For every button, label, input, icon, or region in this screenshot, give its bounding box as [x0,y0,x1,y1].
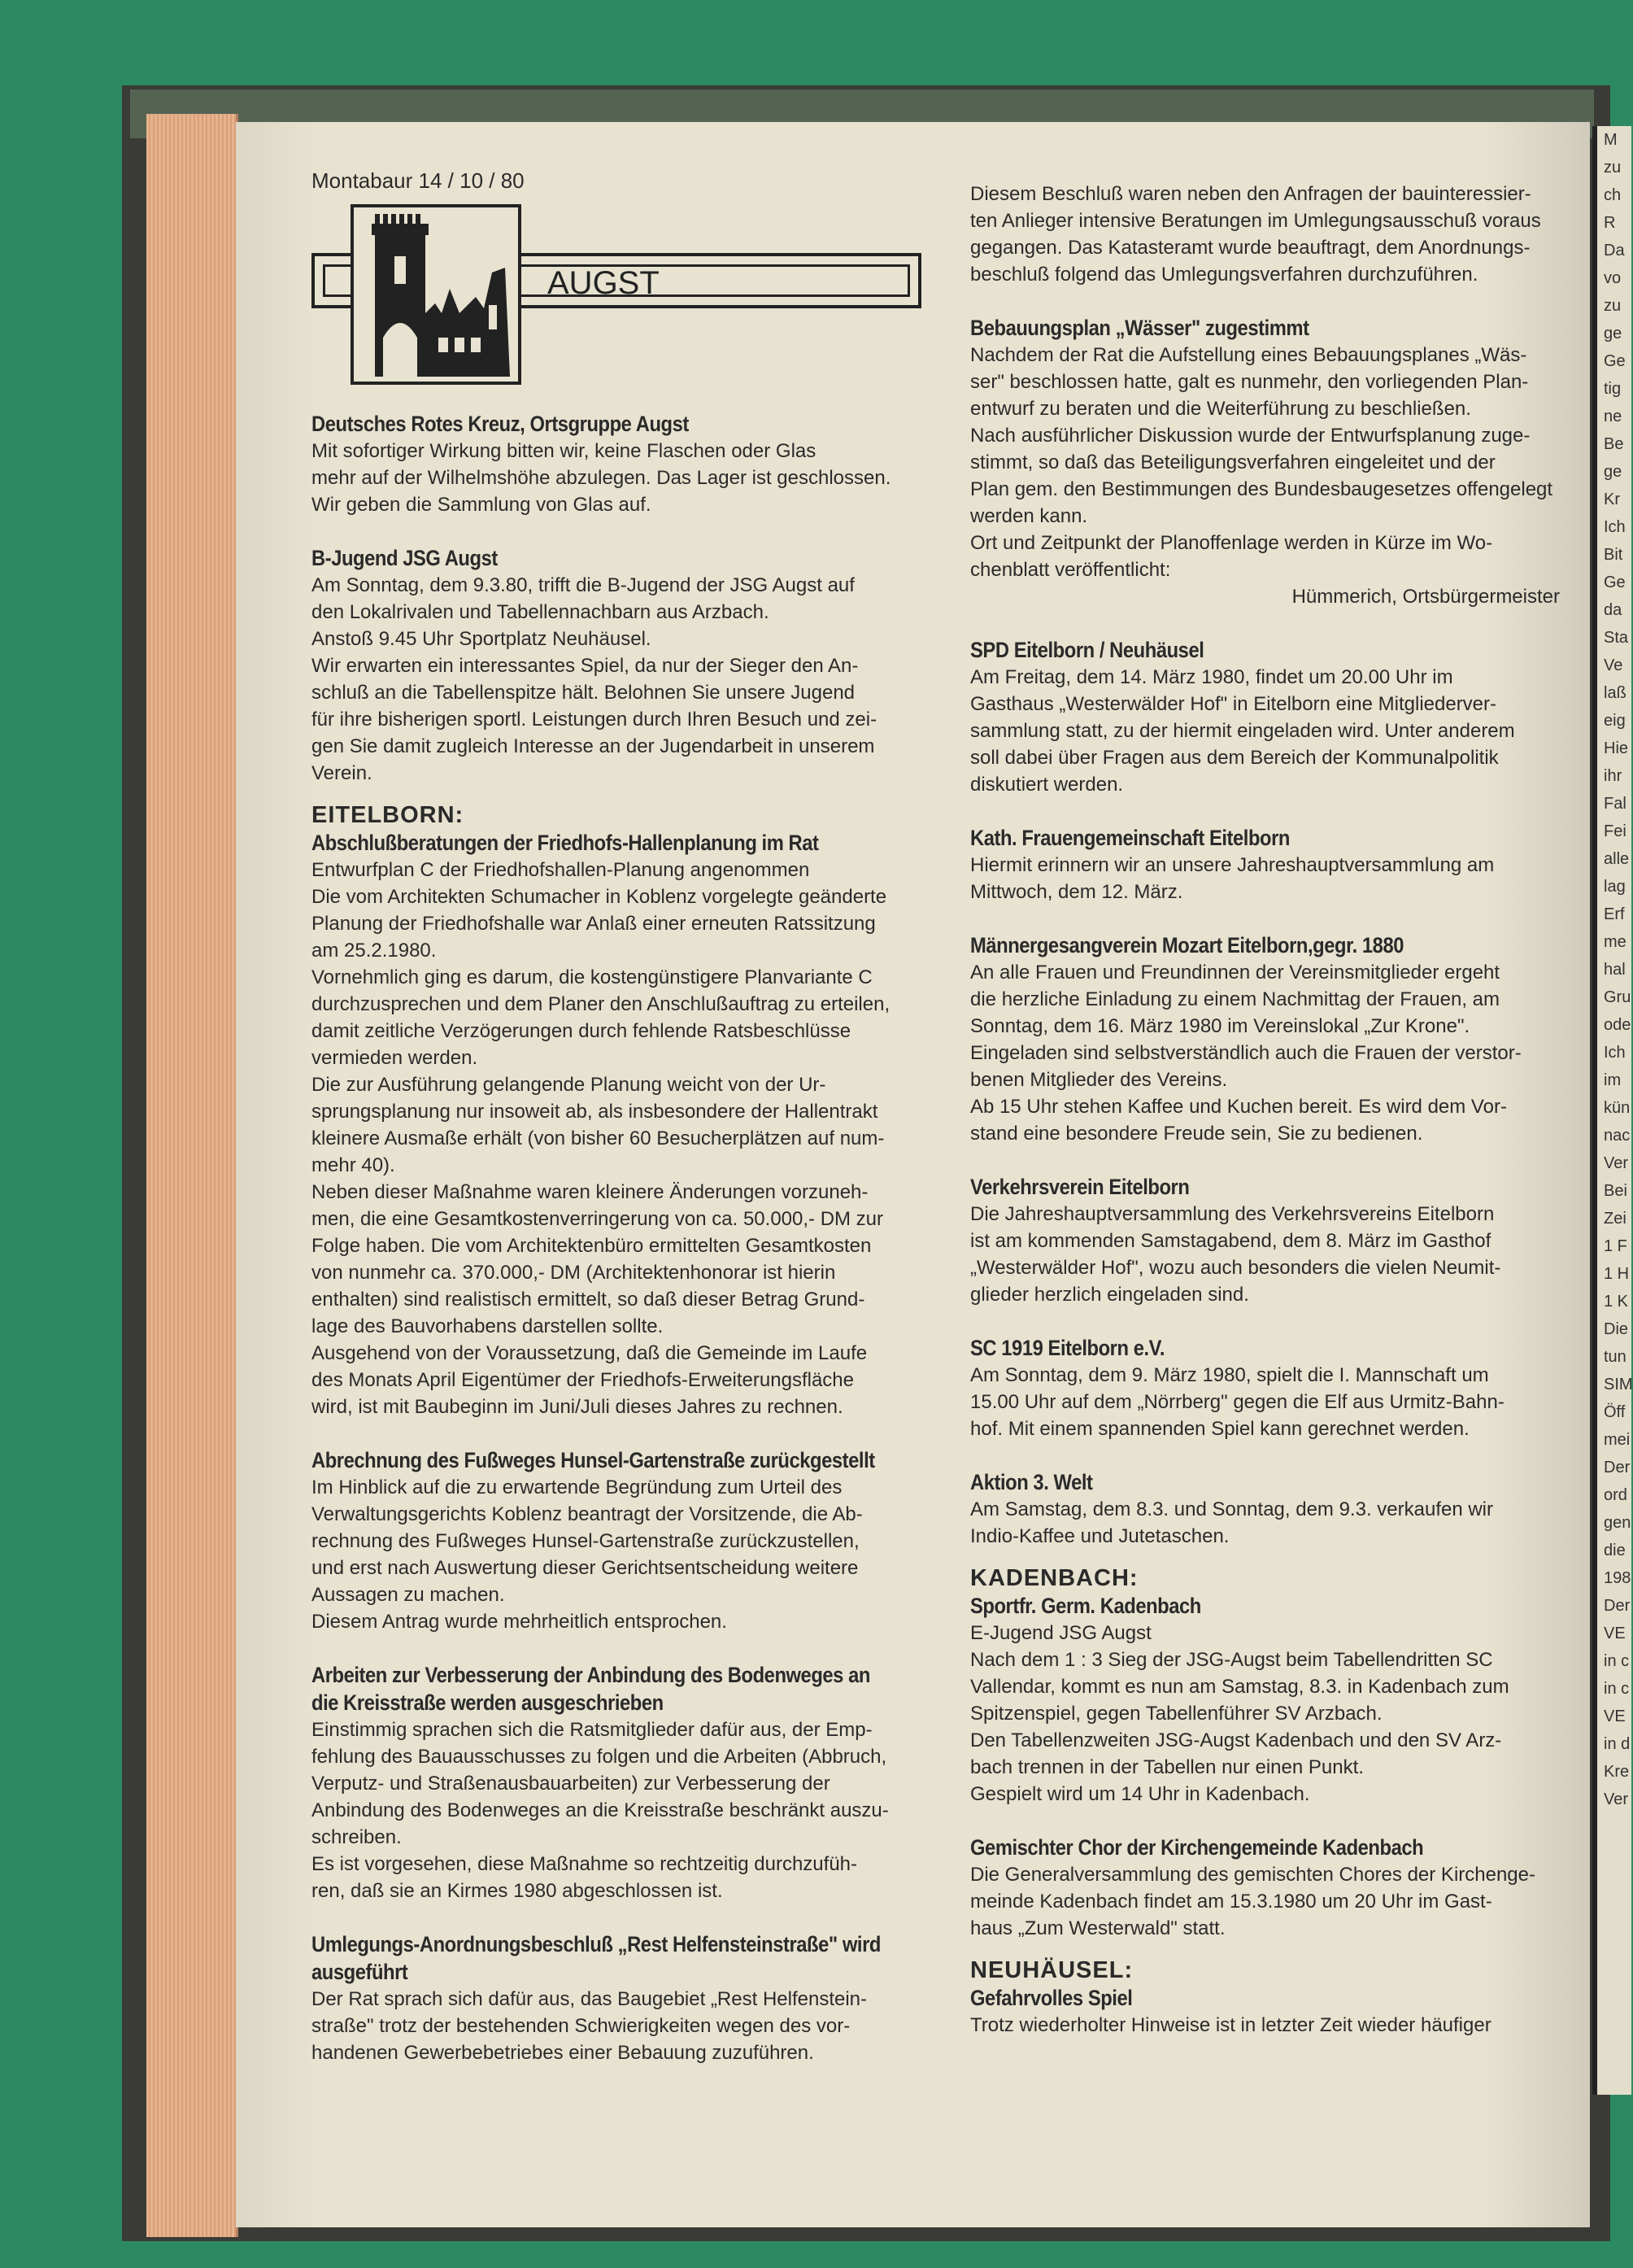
augst-masthead [311,204,921,387]
text-line: Verein. [311,762,372,784]
text-line: Vallendar, kommt es nun am Samstag, 8.3. in Kadenbach zum [970,1676,1509,1698]
text-line: hof. Mit einem spannenden Spiel kann gerechnet werden. [970,1418,1470,1440]
article-heading: Umlegungs-Anordnungsbeschluß „Rest Helfensteinstraße" wird [311,1932,881,1956]
article-heading: Kath. Frauengemeinschaft Eitelborn [970,826,1290,850]
article-heading: Deutsches Rotes Kreuz, Ortsgruppe Augst [311,412,689,436]
text-line: benen Mitglieder des Vereins. [970,1069,1228,1091]
left-column [311,167,954,2066]
signature: Hümmerich, Ortsbürgermeister [1291,586,1560,608]
text-line: Den Tabellenzweiten JSG-Augst Kadenbach und den SV Arz- [970,1729,1502,1751]
text-line: Nach dem 1 : 3 Sieg der JSG-Augst beim Tabellendritten SC [970,1649,1493,1671]
text-line: gen Sie damit zugleich Interesse an der Jugendarbeit in unserem [311,735,875,757]
article-heading: Arbeiten zur Verbesserung der Anbindung des Bodenweges an [311,1663,870,1687]
article-spacer [311,518,954,544]
text-line: rechnung des Fußweges Hunsel-Gartenstraße zurückzustellen, [311,1530,860,1552]
article-spacer [970,1942,1576,1956]
next-page-line: Bit [1604,546,1623,564]
next-page-line: VE [1604,1625,1626,1642]
text-line: und erst nach Auswertung dieser Gerichtsentscheidung weitere [311,1557,859,1579]
text-line: E-Jugend JSG Augst [970,1622,1152,1644]
text-line: Spitzenspiel, gegen Tabellenführer SV Arzbach. [970,1703,1383,1725]
next-page-line: vo [1604,269,1622,287]
text-line: Nach ausführlicher Diskussion wurde der Entwurfsplanung zuge- [970,425,1531,447]
article [311,518,954,787]
article-heading: Abrechnung des Fußweges Hunsel-Gartenstraße zurückgestellt [311,1448,875,1472]
text-line: entwurf zu beraten und die Weiterführung zu beschließen. [970,398,1471,420]
text-line: chenblatt veröffentlicht: [970,559,1171,581]
text-line: Nachdem der Rat die Aufstellung eines Bebauungsplanes „Wäs- [970,344,1527,366]
text-line: die herzliche Einladung zu einem Nachmittag der Frauen, am [970,988,1500,1010]
next-page-line: Ve [1604,656,1623,674]
next-page-line: ge [1604,463,1622,481]
next-page-line: Fal [1604,795,1626,813]
next-page-line: in d [1604,1735,1631,1753]
text-line: Wir geben die Sammlung von Glas auf. [311,494,651,516]
text-line: An alle Frauen und Freundinnen der Vereinsmitglieder ergeht [970,962,1500,984]
text-line: Es ist vorgesehen, diese Maßnahme so rechtzeitig durchzufüh- [311,1853,858,1875]
text-line: Trotz wiederholter Hinweise ist in letzter Zeit wieder häufiger [970,2014,1491,2036]
article-spacer [970,610,1576,636]
text-line: Planung der Friedhofshalle war Anlaß einer erneuten Ratssitzung [311,913,876,935]
next-page-line: laß [1604,684,1626,702]
text-line: Aussagen zu machen. [311,1584,505,1606]
next-page-line: mei [1604,1431,1631,1449]
next-page-line: Ver [1604,1154,1629,1172]
text-line: den Lokalrivalen und Tabellennachbarn aus Arzbach. [311,601,769,623]
next-page-line: tun [1604,1348,1626,1366]
text-line: damit zeitliche Verzögerungen durch fehlende Ratsbeschlüsse [311,1020,851,1042]
text-line: Plan gem. den Bestimmungen des Bundesbaugesetzes offengelegt [970,478,1553,500]
next-page-line: Ge [1604,352,1626,370]
text-line: beschluß folgend das Umlegungsverfahren durchzuführen. [970,264,1478,286]
text-line: sammlung statt, zu der hiermit eingeladen wird. Unter anderem [970,720,1515,742]
next-page-line: Hie [1604,739,1629,757]
text-line: stand eine besondere Freude sein, Sie zu bedienen. [970,1123,1423,1145]
next-page-line: Ich [1604,1044,1626,1062]
text-line: Entwurfplan C der Friedhofshallen-Planung angenommen [311,859,810,881]
next-page-line: lag [1604,878,1626,896]
article-heading: Abschlußberatungen der Friedhofs-Hallenplanung im Rat [311,831,819,855]
text-line: ten Anlieger intensive Beratungen im Umlegungsausschuß voraus [970,210,1541,232]
text-line: haus „Zum Westerwald" statt. [970,1917,1226,1939]
text-line: am 25.2.1980. [311,940,437,962]
article [311,1420,954,1635]
next-page-line: 198 [1604,1569,1631,1587]
next-page-line: ode [1604,1016,1631,1034]
text-line: 15.00 Uhr auf dem „Nörrberg" gegen die Elf aus Urmitz-Bahn- [970,1391,1505,1413]
castle-ruin-icon [351,204,521,385]
text-line: schreiben. [311,1826,402,1848]
text-line: Gespielt wird um 14 Uhr in Kadenbach. [970,1783,1310,1805]
text-line: für ihre bisherigen sportl. Leistungen durch Ihren Besuch und zei- [311,709,877,731]
article-spacer [970,1550,1576,1564]
text-line: vermieden werden. [311,1047,478,1069]
article-spacer [311,1904,954,1930]
text-line: handenen Gewerbebetriebes einer Bebauung zuzuführen. [311,2042,814,2064]
text-line: diskutiert werden. [970,774,1124,796]
next-page-line: Gru [1604,988,1631,1006]
text-line: ser" beschlossen hatte, galt es nunmehr, den vorliegenden Plan- [970,371,1529,393]
next-page-line: Kr [1604,491,1620,508]
next-page-line: ihr [1604,767,1622,785]
text-line: kleinere Ausmaße erhält (von bisher 60 Besucherplätzen auf num- [311,1127,885,1149]
text-line: gegangen. Das Katasteramt wurde beauftragt, dem Anordnungs- [970,237,1531,259]
text-line: Der Rat sprach sich dafür aus, das Baugebiet „Rest Helfenstein- [311,1988,868,2010]
article [970,1942,1576,2039]
masthead-title: AUGST [547,265,660,301]
text-line: Die zur Ausführung gelangende Planung weicht von der Ur- [311,1074,826,1096]
text-line: Ab 15 Uhr stehen Kaffee und Kuchen bereit. Es wird dem Vor- [970,1096,1507,1118]
text-line: meinde Kadenbach findet am 15.3.1980 um 20 Uhr im Gast- [970,1891,1492,1913]
next-page-line: in c [1604,1680,1630,1698]
text-line: des Monats April Eigentümer der Friedhofs-Erweiterungsfläche [311,1369,854,1391]
article-heading: Bebauungsplan „Wässer" zugestimmt [970,316,1309,340]
article-spacer [970,905,1576,931]
town-heading: EITELBORN: [311,802,464,828]
next-page-line: Der [1604,1459,1631,1476]
text-line: Diesem Antrag wurde mehrheitlich entsprochen. [311,1611,727,1633]
article [970,610,1576,798]
next-page-line: SIM [1604,1376,1633,1394]
next-page-line: ne [1604,408,1622,425]
text-line: Mittwoch, dem 12. März. [970,881,1183,903]
text-line: Diesem Beschluß waren neben den Anfragen der bauinteressier- [970,183,1531,205]
text-line: Am Sonntag, dem 9. März 1980, spielt die I. Mannschaft um [970,1364,1489,1386]
next-page-line: Sta [1604,629,1629,647]
article-spacer [970,798,1576,824]
text-line: Mit sofortiger Wirkung bitten wir, keine Flaschen oder Glas [311,440,816,462]
article-spacer [970,1308,1576,1334]
article [970,1550,1576,1808]
article-heading: B-Jugend JSG Augst [311,546,498,570]
text-line: Verwaltungsgerichts Koblenz beantragt der Vorsitzende, die Ab- [311,1503,863,1525]
next-page-line: Zei [1604,1210,1626,1228]
article-spacer [970,1147,1576,1173]
article-heading: Sportfr. Germ. Kadenbach [970,1594,1201,1618]
article [970,1147,1576,1308]
page-stack-edge [146,114,238,2237]
next-page-line: Kre [1604,1763,1630,1781]
text-line: Einstimmig sprachen sich die Ratsmitglieder dafür aus, der Emp- [311,1719,873,1741]
next-page-line: Die [1604,1320,1629,1338]
article [311,787,954,1420]
text-line: durchzusprechen und dem Planer den Anschlußauftrag zu erteilen, [311,993,891,1015]
text-line: Am Freitag, dem 14. März 1980, findet um 20.00 Uhr im [970,666,1453,688]
article-heading: Aktion 3. Welt [970,1470,1093,1494]
text-line: Am Sonntag, dem 9.3.80, trifft die B-Jugend der JSG Augst auf [311,574,855,596]
text-line: Vornehmlich ging es darum, die kostengünstigere Planvariante C [311,966,873,988]
text-line: stimmt, so daß das Beteiligungsverfahren eingeleitet und der [970,451,1496,473]
next-page-line: eig [1604,712,1626,730]
text-line: lage des Bauvorhabens darstellen sollte. [311,1315,664,1337]
next-page-line: in c [1604,1652,1630,1670]
next-page-line: im [1604,1071,1622,1089]
dateline: Montabaur 14 / 10 / 80 [311,168,525,193]
article [311,410,954,518]
next-page-line: Da [1604,242,1625,260]
text-line: schluß an die Tabellenspitze hält. Belohnen Sie unsere Jugend [311,682,856,704]
next-page-line: 1 F [1604,1237,1627,1255]
next-page-line: 1 K [1604,1293,1629,1311]
next-page-line: nac [1604,1127,1631,1145]
text-line: sprungsplanung nur insoweit ab, als insbesondere der Hallentrakt [311,1101,878,1123]
text-line: Wir erwarten ein interessantes Spiel, da nur der Sieger den An- [311,655,859,677]
text-line: mehr 40). [311,1154,395,1176]
town-heading: NEUHÄUSEL: [970,1957,1134,1983]
next-page-line: da [1604,601,1622,619]
article-spacer [970,1442,1576,1468]
text-line: Die Generalversammlung des gemischten Chores der Kirchenge- [970,1864,1535,1886]
article-heading-cont: ausgeführt [311,1960,408,1984]
text-line: Die vom Architekten Schumacher in Koblenz vorgelegte geänderte [311,886,887,908]
text-line: glieder herzlich eingeladen sind. [970,1284,1249,1306]
article [970,1308,1576,1442]
next-page-line: gen [1604,1514,1631,1532]
text-line: bach trennen in der Tabellen nur einen Punkt. [970,1756,1364,1778]
text-line: fehlung des Bauausschusses zu folgen und die Arbeiten (Abbruch, [311,1746,887,1768]
next-page-line: ge [1604,325,1622,342]
text-line: ren, daß sie an Kirmes 1980 abgeschlossen ist. [311,1880,723,1902]
text-line: Ort und Zeitpunkt der Planoffenlage werden in Kürze im Wo- [970,532,1493,554]
text-line: Anstoß 9.45 Uhr Sportplatz Neuhäusel. [311,628,651,650]
text-line: enthalten) sind realistisch ermittelt, so daß dieser Betrag Grund- [311,1289,865,1311]
text-line: Folge haben. Die vom Architektenbüro ermittelten Gesamtkosten [311,1235,872,1257]
text-line: werden kann. [970,505,1088,527]
next-page-line: Öff [1604,1403,1626,1421]
right-column [970,181,1576,2039]
text-line: Hiermit erinnern wir an unsere Jahreshauptversammlung am [970,854,1495,876]
text-line: Am Samstag, dem 8.3. und Sonntag, dem 9.3. verkaufen wir [970,1498,1494,1520]
next-page-line: M [1604,131,1618,149]
text-line: Neben dieser Maßnahme waren kleinere Änderungen vorzuneh- [311,1181,869,1203]
next-page-line: R [1604,214,1616,232]
next-page-line: Erf [1604,905,1625,923]
text-line: mehr auf der Wilhelmshöhe abzulegen. Das Lager ist geschlossen. [311,467,891,489]
next-page-line: Ich [1604,518,1626,536]
article [970,798,1576,905]
next-page-line: Der [1604,1597,1631,1615]
text-line: Indio-Kaffee und Jutetaschen. [970,1525,1230,1547]
left-column-articles [311,410,954,2066]
text-line: Verputz- und Straßenausbauarbeiten) zur Verbesserung der [311,1773,830,1795]
text-line: straße" trotz der bestehenden Schwierigkeiten wegen des vor- [311,2015,851,2037]
next-page-line: zu [1604,297,1622,315]
article-spacer [311,1420,954,1446]
article-spacer [970,288,1576,314]
article [311,1904,954,2066]
next-page-line: Bei [1604,1182,1627,1200]
article-heading: Männergesangverein Mozart Eitelborn,gegr. 1880 [970,933,1404,957]
next-page-line: zu [1604,159,1622,177]
text-line: Anbindung des Bodenweges an die Kreisstraße beschränkt auszu- [311,1799,889,1821]
article-spacer [311,1635,954,1661]
article-heading-cont: die Kreisstraße werden ausgeschrieben [311,1690,664,1715]
next-page-line: die [1604,1542,1626,1559]
next-page-line: Ge [1604,574,1626,591]
next-page-line: ord [1604,1486,1627,1504]
article [970,288,1576,610]
text-line: „Westerwälder Hof", wozu auch besonders die vielen Neumit- [970,1257,1501,1279]
next-page-fragment [1592,126,1631,2095]
article-heading: SPD Eitelborn / Neuhäusel [970,638,1204,662]
next-page-line: VE [1604,1708,1626,1725]
article [970,905,1576,1147]
next-page-line: Fei [1604,822,1626,840]
text-line: Die Jahreshauptversammlung des Verkehrsvereins Eitelborn [970,1203,1495,1225]
next-page-line: Be [1604,435,1624,453]
article-heading: Gefahrvolles Spiel [970,1986,1133,2010]
right-column-articles [970,181,1576,2039]
article-spacer [311,787,954,801]
next-page-line: ch [1604,186,1622,204]
next-page-line: hal [1604,961,1626,979]
text-line: Im Hinblick auf die zu erwartende Begründung zum Urteil des [311,1476,843,1498]
article [311,1635,954,1904]
article-heading: SC 1919 Eitelborn e.V. [970,1336,1165,1360]
next-page-line: tig [1604,380,1622,398]
text-line: Sonntag, dem 16. März 1980 im Vereinslokal „Zur Krone". [970,1015,1470,1037]
next-page-line: kün [1604,1099,1631,1117]
text-line: Ausgehend von der Voraussetzung, daß die Gemeinde im Laufe [311,1342,868,1364]
text-line: soll dabei über Fragen aus dem Bereich der Kommunalpolitik [970,747,1499,769]
article-spacer [970,1808,1576,1834]
article-heading: Verkehrsverein Eitelborn [970,1175,1190,1199]
article [970,181,1576,288]
next-page-line: Ver [1604,1790,1629,1808]
next-page-line: 1 H [1604,1265,1630,1283]
next-page-line: me [1604,933,1626,951]
town-heading: KADENBACH: [970,1565,1139,1591]
article [970,1808,1576,1942]
next-page-line: alle [1604,850,1630,868]
text-line: Eingeladen sind selbstverständlich auch die Frauen der verstor- [970,1042,1522,1064]
article-heading: Gemischter Chor der Kirchengemeinde Kadenbach [970,1835,1424,1860]
text-line: Gasthaus „Westerwälder Hof" in Eitelborn eine Mitgliederver- [970,693,1497,715]
text-line: wird, ist mit Baubeginn im Juni/Juli dieses Jahres zu rechnen. [311,1396,843,1418]
text-line: ist am kommenden Samstagabend, dem 8. März im Gasthof [970,1230,1491,1252]
text-line: men, die eine Gesamtkostenverringerung von ca. 50.000,- DM zur [311,1208,884,1230]
text-line: von nunmehr ca. 370.000,- DM (Architektenhonorar ist hierin [311,1262,836,1284]
article [970,1442,1576,1550]
